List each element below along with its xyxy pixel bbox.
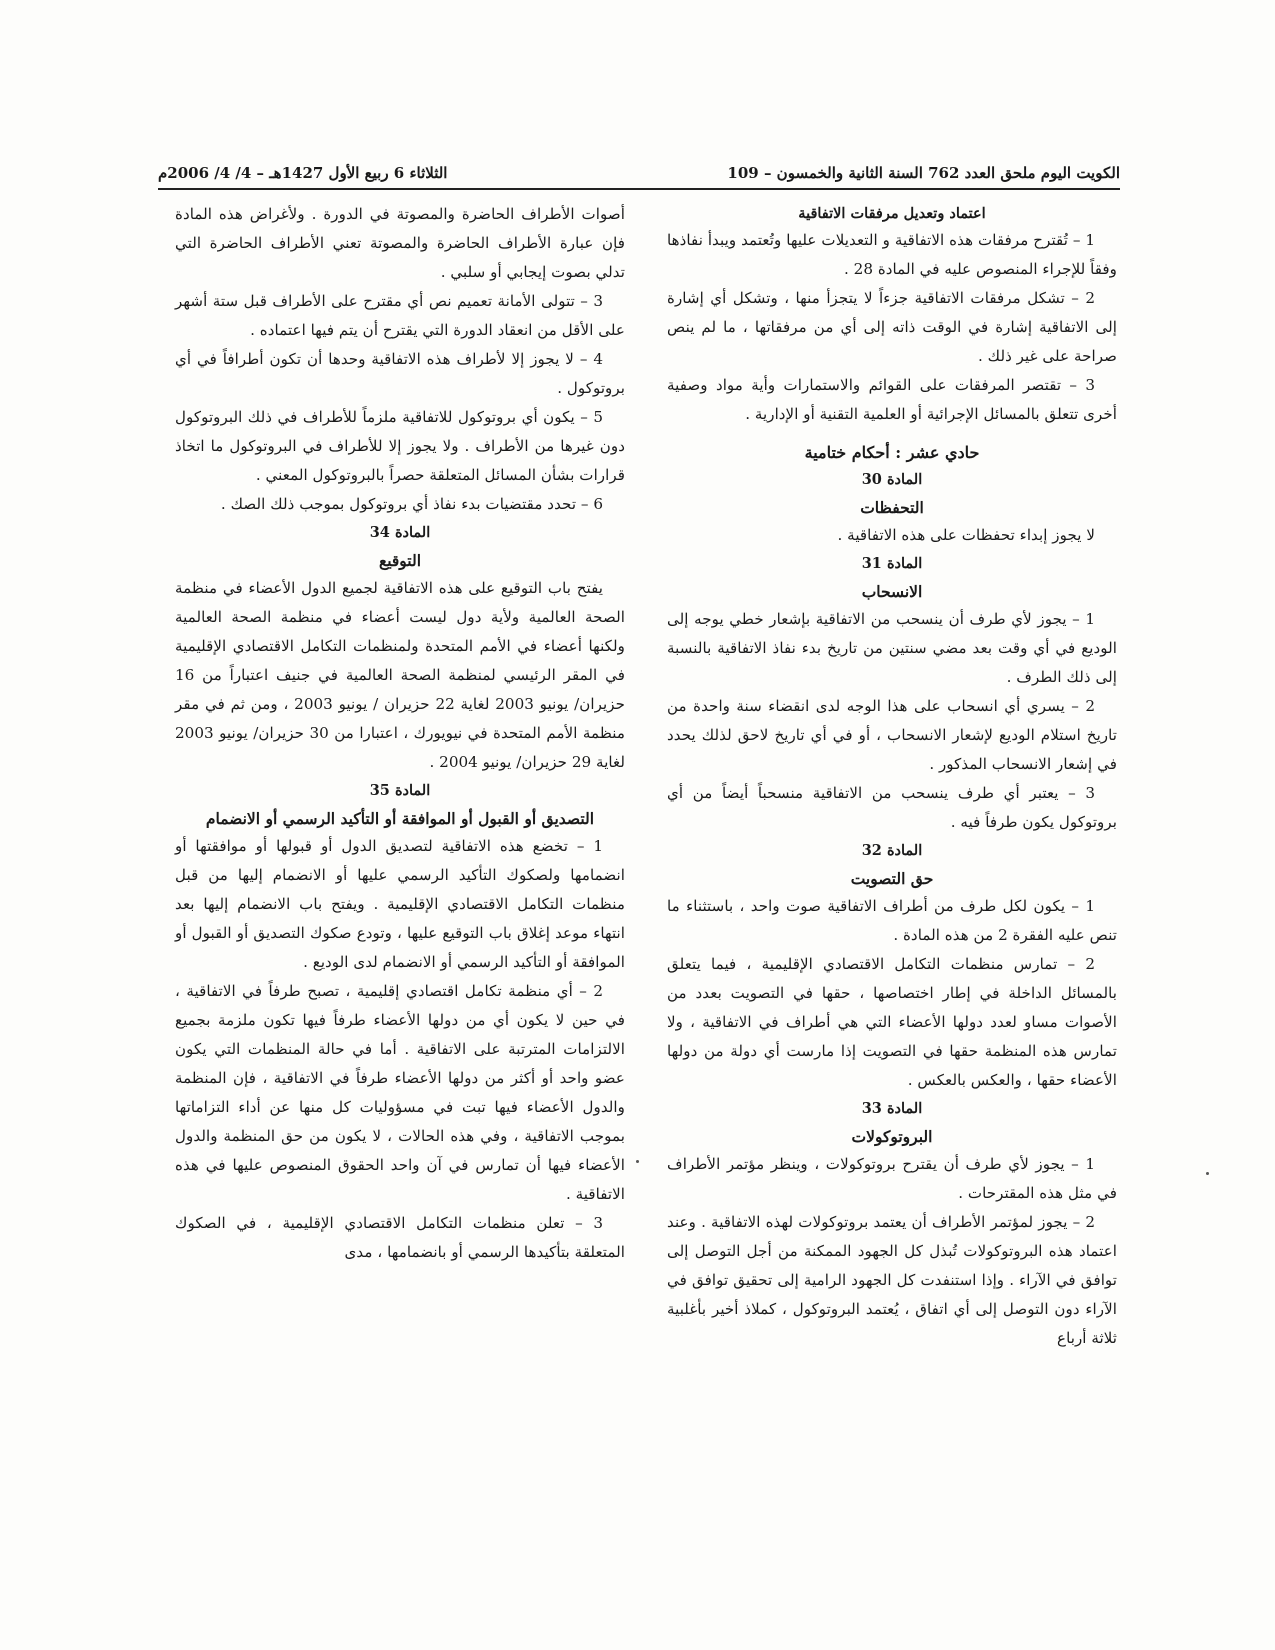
article-35-title: التصديق أو القبول أو الموافقة أو التأكيد الرسمي أو الانضمام xyxy=(205,809,595,828)
article-32-number: المادة 32 xyxy=(861,842,923,859)
article-32-title: حق التصويت xyxy=(850,869,934,888)
page-header xyxy=(158,158,1120,190)
continued-paragraph-2: 3 – تتولى الأمانة تعميم نص أي مقترح على الأطراف قبل ستة أشهر على الأقل من انعقاد الدورة التي يقترح أن يتم فيها اعتماده . xyxy=(175,292,625,339)
article-33-paragraph-1: 1 – يجوز لأي طرف أن يقترح بروتوكولات ، وينظر مؤتمر الأطراف في مثل هذه المقترحات . xyxy=(667,1155,1117,1202)
article-31-paragraph-2: 2 – يسري أي انسحاب على هذا الوجه لدى انقضاء سنة واحدة من تاريخ استلام الوديع لإشعار الانسحاب ، أو في أي تاريخ لاحق لذلك يحدد في إشعار الانسحاب المذكور . xyxy=(667,697,1117,773)
continued-paragraph-4: 5 – يكون أي بروتوكول للاتفاقية ملزماً للأطراف في ذلك البروتوكول دون غيرها من الأطراف . ولا يجوز إلا للأطراف في البروتوكول ما اتخاذ قرارات بشأن المسائل المتعلقة حصراً بالبروتوكول المعني . xyxy=(175,408,625,484)
article-31-paragraph-3: 3 – يعتبر أي طرف ينسحب من الاتفاقية منسحباً أيضاً من أي بروتوكول يكون طرفاً فيه . xyxy=(667,784,1117,831)
article-34-paragraph-1: يفتح باب التوقيع على هذه الاتفاقية لجميع الدول الأعضاء في منظمة الصحة العالمية ولأية دول ليست أعضاء في منظمة الصحة العالمية ولكنها أعضاء في الأمم المتحدة ولمنظمات التكامل الاقتصادي الإقليمية في المقر الرئيسي لمنظمة الصحة العالمية في جنيف اعتباراً من 16 حزيران/ يونيو 2003 لغاية 22 حزيران / يونيو 2003 ، ومن ثم في مقر منظمة الأمم المتحدة في نيويورك ، اعتبارا من 30 حزيران/ يونيو 2003 لغاية 29 حزيران/ يونيو 2004 . xyxy=(175,579,626,771)
article-35-paragraph-3: 3 – تعلن منظمات التكامل الاقتصادي الإقليمية ، في الصكوك المتعلقة بتأكيدها الرسمي أو بانضمامها ، مدى xyxy=(175,1214,625,1261)
header-publication: الكويت اليوم ملحق العدد 762 السنة الثانية والخمسون – 109 xyxy=(727,164,1120,182)
article-34-number: المادة 34 xyxy=(369,524,431,541)
article-35-paragraph-2: 2 – أي منظمة تكامل اقتصادي إقليمية ، تصبح طرفاً في الاتفاقية ، في حين لا يكون أي من دولها الأعضاء طرفاً فيها تكون ملزمة بجميع الالتزامات المترتبة على الاتفاقية . أما في حالة المنظمات التي يكون عضو واحد أو أكثر من دولها الأعضاء طرفاً في الاتفاقية ، فإن المنظمة والدول الأعضاء فيها تبت في مسؤوليات كل منها عن أداء التزاماتها بموجب الاتفاقية ، وفي هذه الحالات ، لا يكون من حق المنظمة والدول الأعضاء فيها أن تمارس في آن واحد الحقوق المنصوص عليها في هذه الاتفاقية . xyxy=(175,982,625,1203)
right-column xyxy=(667,200,1117,1353)
section-heading: حادي عشر : أحكام ختامية xyxy=(804,443,980,462)
article-30-title: التحفظات xyxy=(860,498,924,517)
article-31-paragraph-1: 1 – يجوز لأي طرف أن ينسحب من الاتفاقية بإشعار خطي يوجه إلى الوديع في أي وقت بعد مضي سنتين من تاريخ بدء نفاذ الاتفاقية بالنسبة إلى ذلك الطرف . xyxy=(667,610,1117,686)
article-30-number: المادة 30 xyxy=(861,471,923,488)
article-32-paragraph-1: 1 – يكون لكل طرف من أطراف الاتفاقية صوت واحد ، باستثناء ما تنص عليه الفقرة 2 من هذه المادة . xyxy=(667,897,1117,944)
continued-paragraph-1: أصوات الأطراف الحاضرة والمصوتة في الدورة . ولأغراض هذه المادة فإن عبارة الأطراف الحاضرة والمصوتة تعني الأطراف الحاضرة التي تدلي بصوت إيجابي أو سلبي . xyxy=(175,205,625,281)
scan-speck xyxy=(1206,1172,1209,1175)
annex-paragraph-3: 3 – تقتصر المرفقات على القوائم والاستمارات وأية مواد وصفية أخرى تتعلق بالمسائل الإجرائية أو العلمية التقنية أو الإدارية . xyxy=(667,376,1117,423)
article-34-title: التوقيع xyxy=(378,551,422,570)
article-31-title: الانسحاب xyxy=(861,582,923,601)
left-column xyxy=(175,200,625,1267)
header-date: الثلاثاء 6 ربيع الأول 1427هـ – 4/ 4/ 2006م xyxy=(158,164,448,182)
annex-heading: اعتماد وتعديل مرفقات الاتفاقية xyxy=(798,205,986,222)
article-32-paragraph-2: 2 – تمارس منظمات التكامل الاقتصادي الإقليمية ، فيما يتعلق بالمسائل الداخلة في إطار اختصاصها ، حقها في التصويت بعدد من الأصوات مساو لعدد دولها الأعضاء التي هي أطراف في الاتفاقية ، ولا تمارس هذه المنظمة حقها في التصويت إذا مارست أي دولة من دولها الأعضاء حقها ، والعكس بالعكس . xyxy=(667,955,1117,1089)
continued-paragraph-5: 6 – تحدد مقتضيات بدء نفاذ أي بروتوكول بموجب ذلك الصك . xyxy=(220,495,603,513)
scan-speck xyxy=(636,1160,639,1163)
article-33-paragraph-2: 2 – يجوز لمؤتمر الأطراف أن يعتمد بروتوكولات لهذه الاتفاقية . وعند اعتماد هذه البروتوكولات تُبذل كل الجهود الممكنة من أجل التوصل إلى توافق في الآراء . وإذا استنفدت كل الجهود الرامية إلى تحقيق توافق في الآراء دون التوصل إلى أي اتفاق ، يُعتمد البروتوكول ، كملاذ أخير بأغلبية ثلاثة أرباع xyxy=(667,1213,1117,1347)
annex-paragraph-1: 1 – تُقترح مرفقات هذه الاتفاقية و التعديلات عليها وتُعتمد ويبدأ نفاذها وفقاً للإجراء المنصوص عليه في المادة 28 . xyxy=(667,231,1117,278)
continued-paragraph-3: 4 – لا يجوز إلا لأطراف هذه الاتفاقية وحدها أن تكون أطرافاً في أي بروتوكول . xyxy=(175,350,625,397)
article-31-number: المادة 31 xyxy=(861,555,923,572)
article-33-title: البروتوكولات xyxy=(851,1127,933,1146)
article-33-number: المادة 33 xyxy=(861,1100,923,1117)
article-30-paragraph-1: لا يجوز إبداء تحفظات على هذه الاتفاقية . xyxy=(837,526,1095,544)
annex-paragraph-2: 2 – تشكل مرفقات الاتفاقية جزءاً لا يتجزأ منها ، وتشكل أي إشارة إلى الاتفاقية إشارة في الوقت ذاته إلى أي من مرفقاتها ، ما لم ينص صراحة على غير ذلك . xyxy=(667,289,1117,365)
article-35-paragraph-1: 1 – تخضع هذه الاتفاقية لتصديق الدول أو قبولها أو موافقتها أو انضمامها ولصكوك التأكيد الرسمي عليها أو الانضمام إليها من قبل منظمات التكامل الاقتصادي الإقليمية . ويفتح باب الانضمام إليها بعد انتهاء موعد إغلاق باب التوقيع عليها ، وتودع صكوك التصديق أو القبول أو الموافقة أو التأكيد الرسمي أو الانضمام لدى الوديع . xyxy=(175,837,625,971)
article-35-number: المادة 35 xyxy=(369,782,431,799)
